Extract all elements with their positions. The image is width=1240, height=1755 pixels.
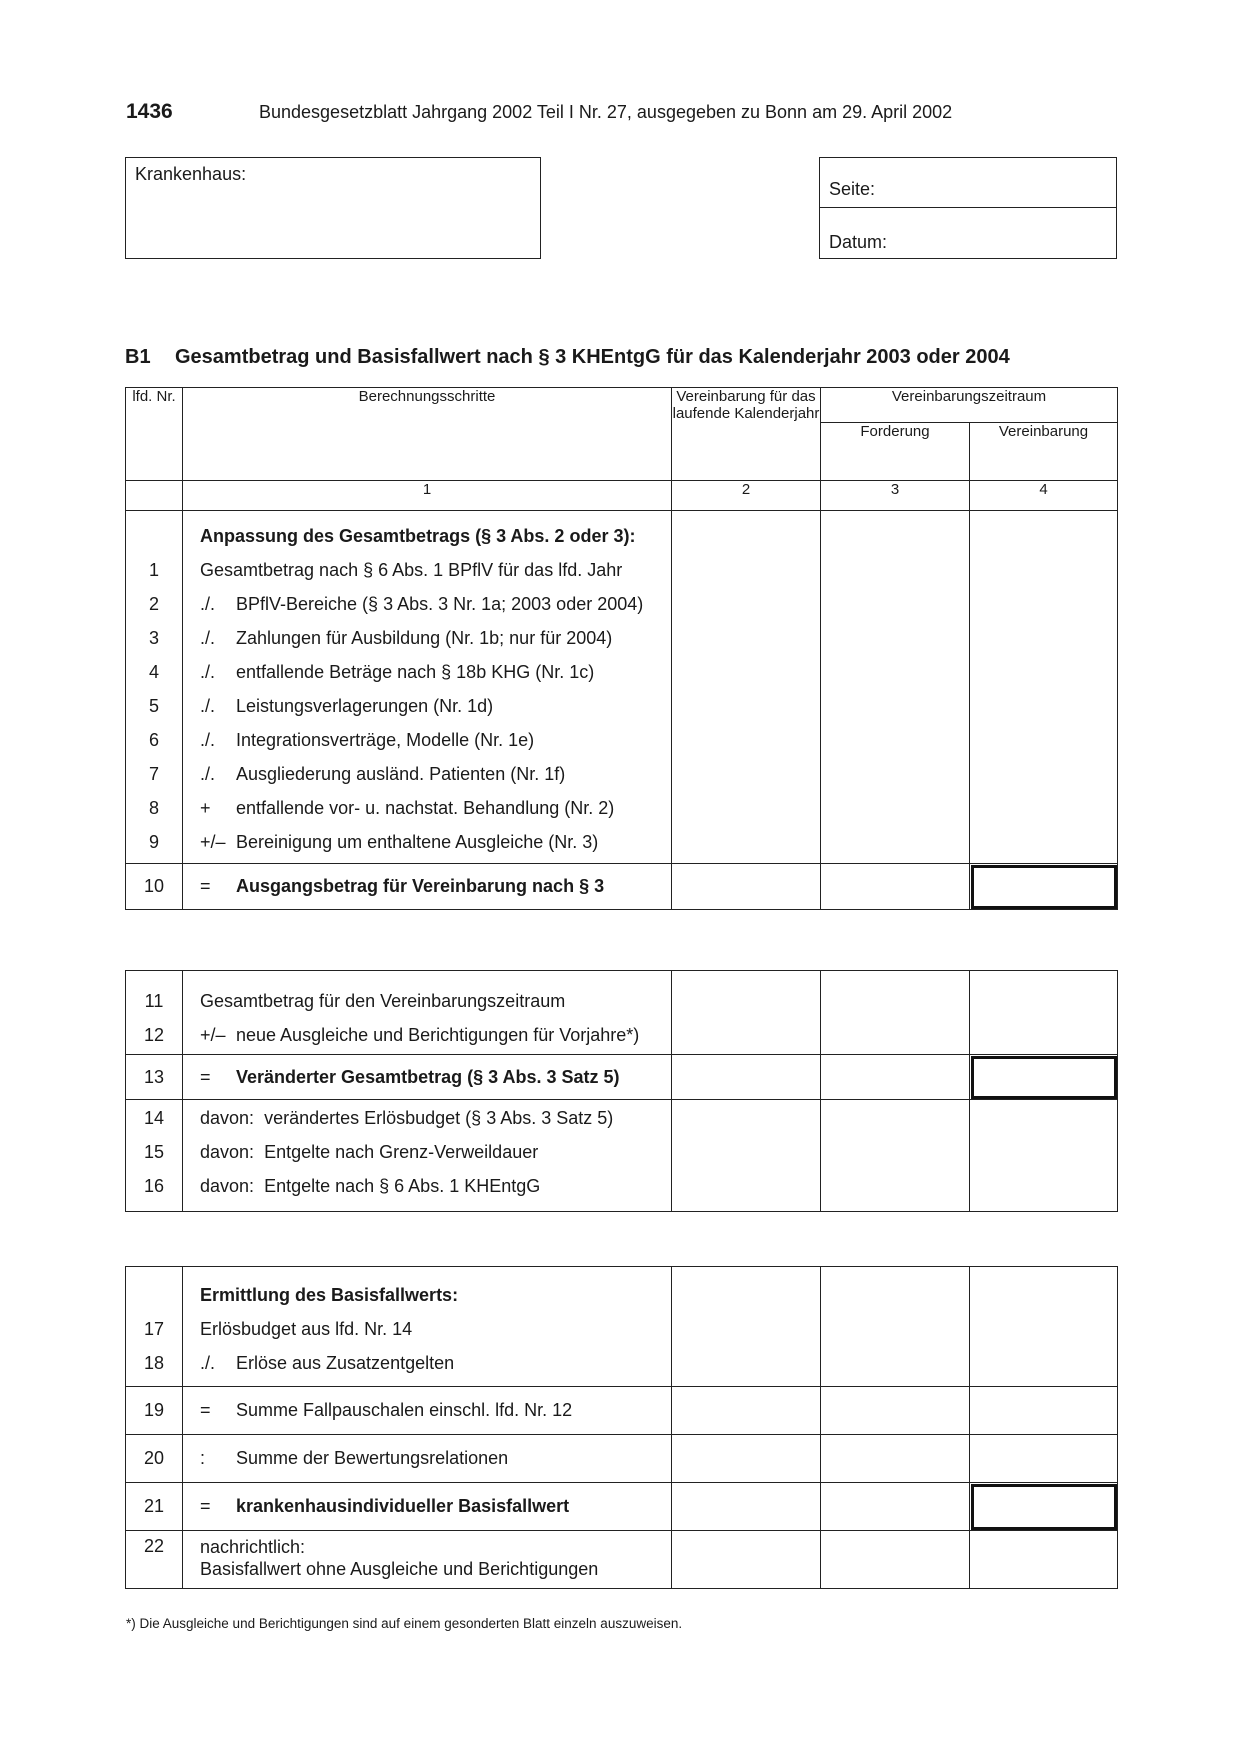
header-nr: lfd. Nr.	[126, 388, 183, 481]
row-nr: 2	[148, 594, 159, 614]
section-code: B1	[125, 346, 151, 368]
value-cell[interactable]	[970, 1387, 1118, 1435]
highlight-cell[interactable]	[970, 864, 1118, 910]
row-step	[200, 1346, 671, 1380]
row-nr: 16	[143, 1176, 165, 1196]
col-num: 4	[970, 481, 1118, 511]
highlight-cell[interactable]	[970, 1483, 1118, 1531]
col-num: 1	[183, 481, 672, 511]
row-step	[200, 1101, 671, 1135]
row-step	[183, 1387, 672, 1435]
steps-column	[183, 511, 672, 864]
row-op: ./.	[200, 696, 216, 716]
header-agreement: Vereinbarung	[970, 423, 1118, 481]
row-nr: 14	[143, 1108, 165, 1128]
value-cell[interactable]	[821, 1055, 970, 1100]
row-nr: 15	[143, 1142, 165, 1162]
value-cell[interactable]	[672, 1055, 821, 1100]
note-row	[183, 1531, 672, 1589]
header-period: Vereinbarungszeitraum	[821, 388, 1118, 423]
col-num: 2	[672, 481, 821, 511]
row-text: Gesamtbetrag für den Vereinbarungszeitraum	[200, 991, 566, 1011]
row-op: =	[200, 1066, 211, 1087]
block-heading: Ermittlung des Basisfallwerts:	[200, 1285, 459, 1305]
row-text: Erlöse aus Zusatzentgelten	[236, 1353, 455, 1373]
value-cell[interactable]	[672, 1531, 821, 1589]
row-nr: 10	[126, 864, 183, 910]
value-cell[interactable]	[821, 1267, 970, 1387]
row-text: Gesamtbetrag nach § 6 Abs. 1 BPflV für das lfd. Jahr	[200, 560, 623, 580]
block-heading: Anpassung des Gesamtbetrags (§ 3 Abs. 2 oder 3):	[200, 526, 636, 546]
header-demand: Forderung	[821, 423, 970, 481]
header-current-year: Vereinbarung für das laufende Kalenderjahr	[672, 388, 821, 481]
total-row	[183, 1055, 672, 1100]
hospital-field[interactable]	[125, 157, 541, 259]
calc-table-2	[125, 970, 1118, 1212]
row-nr: 3	[148, 628, 159, 648]
row-nr: 13	[126, 1055, 183, 1100]
section-title: Gesamtbetrag und Basisfallwert nach § 3 KHEntgG für das Kalenderjahr 2003 oder 2004	[175, 346, 1010, 368]
footnote: *) Die Ausgleiche und Berichtigungen sind auf einem gesonderten Blatt einzeln auszuweisen.	[126, 1616, 683, 1631]
value-cell[interactable]	[672, 1483, 821, 1531]
row-op: ./.	[200, 1353, 216, 1373]
row-step	[200, 825, 671, 859]
nr-column	[126, 511, 183, 864]
value-cell[interactable]	[821, 864, 970, 910]
row-text: Bereinigung um enthaltene Ausgleiche (Nr. 3)	[236, 832, 599, 852]
calc-table-3	[125, 1266, 1118, 1589]
value-cell[interactable]	[821, 1100, 970, 1212]
row-step	[200, 587, 671, 621]
row-op: davon:	[200, 1108, 255, 1128]
row-text: Ausgangsbetrag für Vereinbarung nach § 3	[236, 876, 605, 896]
value-cell[interactable]	[821, 1483, 970, 1531]
row-op: ./.	[200, 764, 216, 784]
date-label: Datum:	[829, 232, 888, 252]
row-op: =	[200, 1400, 211, 1420]
value-cell[interactable]	[672, 864, 821, 910]
row-text: Entgelte nach § 6 Abs. 1 KHEntgG	[264, 1176, 541, 1196]
row-nr: 20	[126, 1435, 183, 1483]
row-text: Basisfallwert ohne Ausgleiche und Berichtigungen	[200, 1559, 599, 1579]
value-cell[interactable]	[821, 1435, 970, 1483]
page-number: 1436	[126, 100, 173, 123]
row-nr: 17	[143, 1319, 165, 1339]
row-text: verändertes Erlösbudget (§ 3 Abs. 3 Satz 5)	[264, 1108, 614, 1128]
row-op: =	[200, 876, 211, 896]
row-text: krankenhausindividueller Basisfallwert	[236, 1496, 570, 1516]
row-text: Entgelte nach Grenz-Verweildauer	[264, 1142, 539, 1162]
steps-column	[183, 1100, 672, 1212]
row-nr: 22	[126, 1531, 183, 1589]
row-nr: 18	[143, 1353, 165, 1373]
total-row	[183, 1483, 672, 1531]
row-step	[200, 1135, 671, 1169]
row-text: Integrationsverträge, Modelle (Nr. 1e)	[236, 730, 535, 750]
row-text: entfallende vor- u. nachstat. Behandlung (Nr. 2)	[236, 798, 615, 818]
value-cell[interactable]	[970, 1100, 1118, 1212]
row-step	[200, 621, 671, 655]
row-op: :	[200, 1448, 206, 1468]
row-text: Summe Fallpauschalen einschl. lfd. Nr. 12	[236, 1400, 573, 1420]
value-cell[interactable]	[672, 511, 821, 864]
row-nr: 6	[148, 730, 159, 750]
row-step	[183, 1435, 672, 1483]
row-op: davon:	[200, 1142, 255, 1162]
steps-column	[183, 971, 672, 1055]
row-text: entfallende Beträge nach § 18b KHG (Nr. 1c)	[236, 662, 595, 682]
row-nr: 5	[148, 696, 159, 716]
calc-table-1	[125, 387, 1118, 910]
row-nr: 19	[126, 1387, 183, 1435]
row-nr: 4	[148, 662, 159, 682]
highlight-cell[interactable]	[970, 1055, 1118, 1100]
value-cell[interactable]	[970, 1531, 1118, 1589]
row-step	[200, 1169, 671, 1203]
value-cell[interactable]	[970, 1267, 1118, 1387]
total-row	[183, 864, 672, 910]
row-nr: 1	[148, 560, 159, 580]
value-cell[interactable]	[821, 511, 970, 864]
row-step	[200, 1018, 671, 1052]
row-op: +	[200, 798, 211, 818]
row-op: ./.	[200, 730, 216, 750]
row-text: Leistungsverlagerungen (Nr. 1d)	[236, 696, 494, 716]
row-op: +/–	[200, 1025, 226, 1045]
row-nr: 7	[148, 764, 159, 784]
row-nr: 12	[143, 1025, 165, 1045]
nr-column	[126, 1267, 183, 1387]
value-cell[interactable]	[672, 1387, 821, 1435]
row-text: Erlösbudget aus lfd. Nr. 14	[200, 1319, 413, 1339]
value-cell[interactable]	[821, 971, 970, 1055]
row-op: ./.	[200, 628, 216, 648]
row-op: =	[200, 1496, 211, 1516]
value-cell[interactable]	[672, 1267, 821, 1387]
row-op: ./.	[200, 594, 216, 614]
row-text: Ausgliederung ausländ. Patienten (Nr. 1f)	[236, 764, 566, 784]
row-nr: 9	[148, 832, 159, 852]
row-step	[200, 689, 671, 723]
value-cell[interactable]	[821, 1531, 970, 1589]
row-step	[200, 757, 671, 791]
nr-column	[126, 1100, 183, 1212]
col-num-blank	[126, 481, 183, 511]
page-label: Seite:	[829, 179, 876, 199]
row-nr: 8	[148, 798, 159, 818]
running-head: Bundesgesetzblatt Jahrgang 2002 Teil I Nr. 27, ausgegeben zu Bonn am 29. April 2002	[259, 102, 953, 122]
col-num: 3	[821, 481, 970, 511]
value-cell[interactable]	[672, 1100, 821, 1212]
row-text: Summe der Bewertungsrelationen	[236, 1448, 509, 1468]
row-text: BPflV-Bereiche (§ 3 Abs. 3 Nr. 1a; 2003 oder 2004)	[236, 594, 644, 614]
row-nr: 11	[144, 991, 164, 1011]
hospital-label: Krankenhaus:	[135, 164, 247, 184]
row-op: davon:	[200, 1176, 255, 1196]
header-steps: Berechnungsschritte	[183, 388, 672, 481]
row-step	[200, 723, 671, 757]
nr-column	[126, 971, 183, 1055]
value-cell[interactable]	[970, 1435, 1118, 1483]
row-op: +/–	[200, 832, 226, 852]
row-step	[200, 791, 671, 825]
note-label: nachrichtlich:	[200, 1537, 306, 1557]
value-cell[interactable]	[672, 1435, 821, 1483]
value-cell[interactable]	[970, 511, 1118, 864]
row-text: neue Ausgleiche und Berichtigungen für Vorjahre*)	[236, 1025, 640, 1045]
page-date-box	[819, 157, 1117, 259]
divider	[820, 207, 1116, 208]
value-cell[interactable]	[970, 971, 1118, 1055]
value-cell[interactable]	[672, 971, 821, 1055]
steps-column	[183, 1267, 672, 1387]
row-step	[200, 655, 671, 689]
row-nr: 21	[126, 1483, 183, 1531]
row-text: Veränderter Gesamtbetrag (§ 3 Abs. 3 Satz 5)	[236, 1066, 620, 1087]
row-op: ./.	[200, 662, 216, 682]
row-text: Zahlungen für Ausbildung (Nr. 1b; nur für 2004)	[236, 628, 613, 648]
value-cell[interactable]	[821, 1387, 970, 1435]
